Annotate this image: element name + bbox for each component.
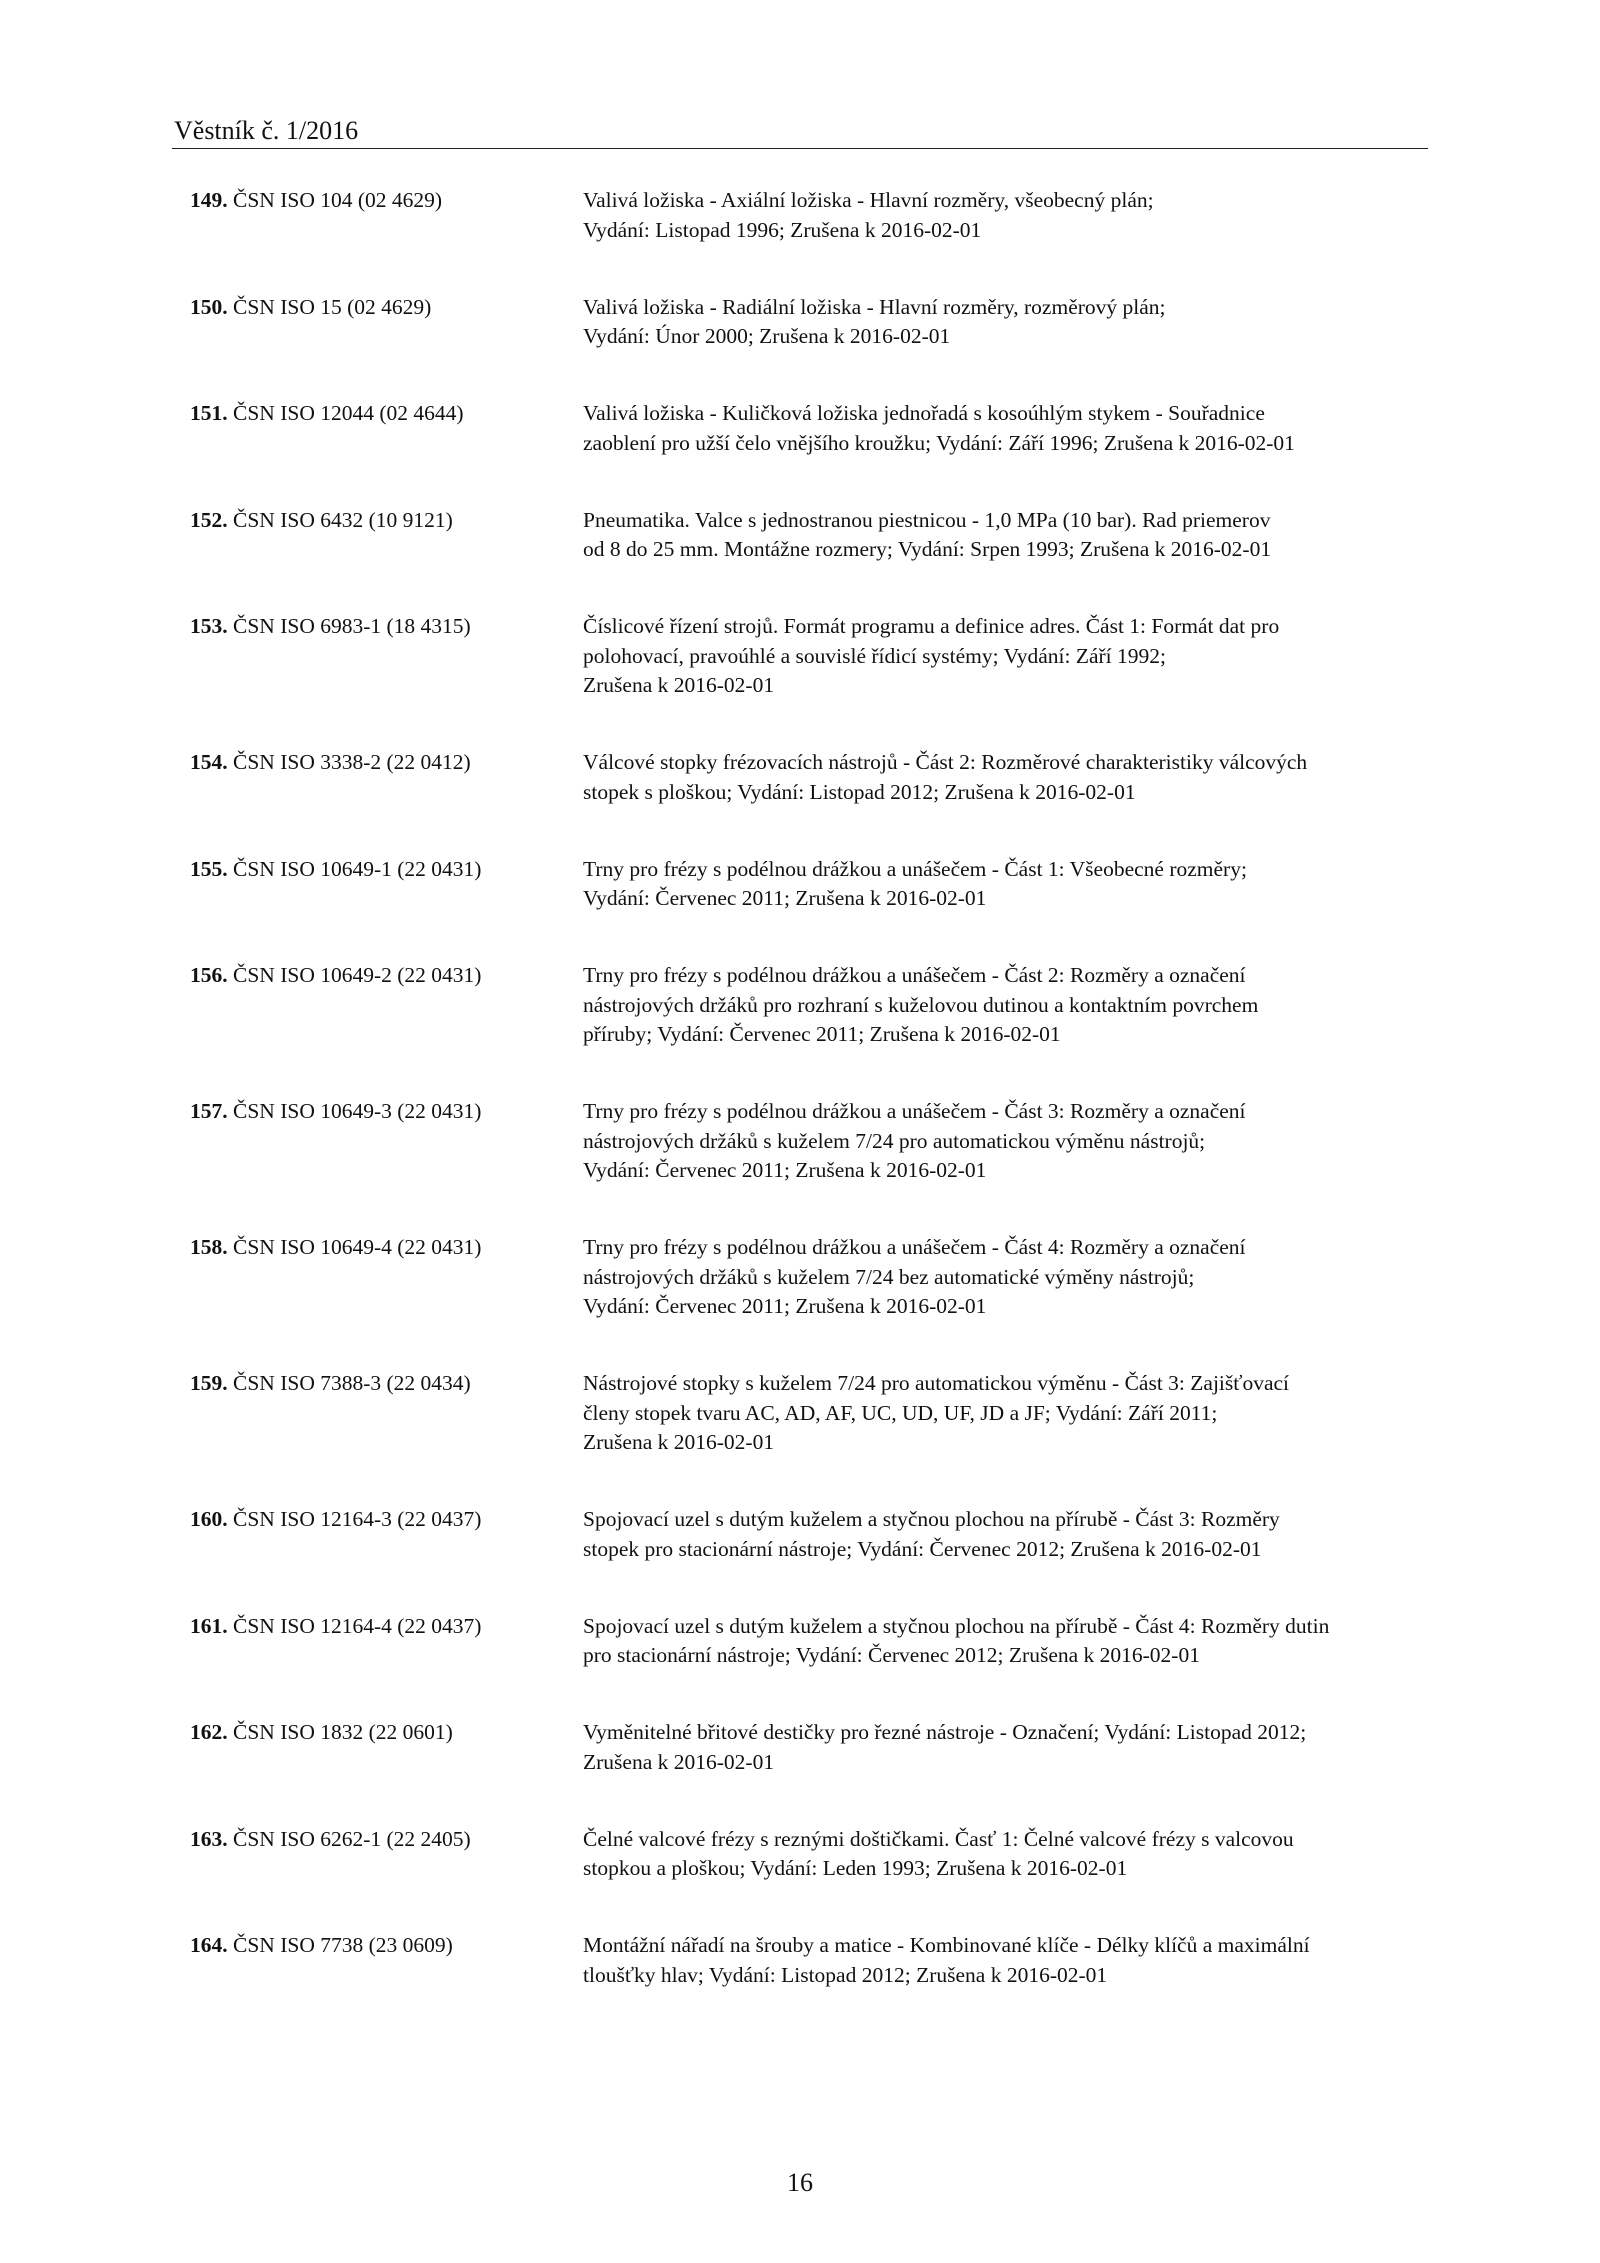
- entry-description-line: nástrojových držáků pro rozhraní s kuželovou dutinou a kontaktním povrchem: [583, 992, 1259, 1017]
- list-item: [190, 1233, 1430, 1322]
- entry-description-line: Trny pro frézy s podélnou drážkou a unášečem - Část 3: Rozměry a označení: [583, 1099, 1246, 1123]
- entry-identifier: [190, 1612, 481, 1642]
- entry-description: [583, 748, 1433, 807]
- entry-standard-code: ČSN ISO 1832 (22 0601): [233, 1720, 453, 1744]
- entry-number: 149.: [190, 188, 228, 212]
- entry-standard-code: ČSN ISO 10649-2 (22 0431): [233, 963, 482, 987]
- entry-description-line: pro stacionární nástroje; Vydání: Červenec 2012; Zrušena k 2016-02-01: [583, 1643, 1200, 1667]
- entry-description: [583, 1718, 1433, 1777]
- entry-standard-code: ČSN ISO 7388-3 (22 0434): [233, 1371, 471, 1395]
- entry-description: [583, 1097, 1433, 1186]
- entry-standard-code: ČSN ISO 104 (02 4629): [233, 188, 443, 212]
- entry-number: 163.: [190, 1826, 228, 1851]
- entry-description-line: Trny pro frézy s podélnou drážkou a unášečem - Část 1: Všeobecné rozměry;: [583, 856, 1247, 881]
- entry-number: 150.: [190, 294, 228, 319]
- entry-standard-code: ČSN ISO 6983-1 (18 4315): [233, 614, 471, 638]
- entry-description-line: stopek pro stacionární nástroje; Vydání: Červenec 2012; Zrušena k 2016-02-01: [583, 1536, 1262, 1561]
- entry-description-line: Valivá ložiska - Radiální ložiska - Hlavní rozměry, rozměrový plán;: [583, 294, 1166, 319]
- entry-description-line: polohovací, pravoúhlé a souvislé řídicí systémy; Vydání: Září 1992;: [583, 643, 1166, 668]
- list-item: [190, 293, 1430, 352]
- entry-description-line: Trny pro frézy s podélnou drážkou a unášečem - Část 4: Rozměry a označení: [583, 1235, 1246, 1259]
- entry-description-line: Zrušena k 2016-02-01: [583, 673, 775, 697]
- entry-number: 154.: [190, 750, 228, 774]
- entry-standard-code: ČSN ISO 15 (02 4629): [233, 294, 432, 319]
- entry-description: [583, 399, 1433, 458]
- entry-description-line: Vyměnitelné břitové destičky pro řezné nástroje - Označení; Vydání: Listopad 2012;: [583, 1720, 1307, 1744]
- entry-description-line: Montážní nářadí na šrouby a matice - Kombinované klíče - Délky klíčů a maximální: [583, 1933, 1310, 1957]
- entry-number: 160.: [190, 1507, 228, 1531]
- entry-description-line: Spojovací uzel s dutým kuželem a styčnou plochou na přírubě - Část 3: Rozměry: [583, 1507, 1280, 1531]
- entry-description: [583, 1612, 1433, 1671]
- entry-description-line: nástrojových držáků s kuželem 7/24 pro automatickou výměnu nástrojů;: [583, 1128, 1206, 1153]
- entry-identifier: [190, 748, 471, 778]
- list-item: [190, 506, 1430, 565]
- entry-standard-code: ČSN ISO 12044 (02 4644): [233, 401, 464, 425]
- entry-description-line: Vydání: Červenec 2011; Zrušena k 2016-02-01: [583, 1158, 987, 1182]
- entry-identifier: [190, 612, 471, 642]
- list-item: [190, 748, 1430, 807]
- entry-description-line: Vydání: Červenec 2011; Zrušena k 2016-02-01: [583, 1294, 987, 1318]
- entry-identifier: [190, 1505, 481, 1535]
- entry-description: [583, 1233, 1433, 1322]
- entry-identifier: [190, 1825, 471, 1855]
- entry-number: 156.: [190, 963, 228, 987]
- entry-number: 164.: [190, 1933, 228, 1957]
- entry-number: 155.: [190, 856, 228, 881]
- entry-description-line: Valivá ložiska - Kuličková ložiska jednořadá s kosoúhlým stykem - Souřadnice: [583, 401, 1265, 425]
- entry-identifier: [190, 1097, 481, 1127]
- entry-number: 161.: [190, 1613, 228, 1638]
- entry-identifier: [190, 293, 431, 323]
- list-item: [190, 1097, 1430, 1186]
- entry-identifier: [190, 1931, 453, 1961]
- entry-description-line: stopkou a ploškou; Vydání: Leden 1993; Zrušena k 2016-02-01: [583, 1856, 1128, 1880]
- entry-description-line: Zrušena k 2016-02-01: [583, 1749, 775, 1774]
- entry-description: [583, 612, 1433, 701]
- list-item: [190, 1825, 1430, 1884]
- entry-standard-code: ČSN ISO 10649-3 (22 0431): [233, 1099, 482, 1123]
- entry-identifier: [190, 399, 464, 429]
- entry-number: 157.: [190, 1099, 228, 1123]
- entry-identifier: [190, 186, 442, 216]
- entry-identifier: [190, 855, 481, 885]
- list-item: [190, 1369, 1430, 1458]
- entry-description-line: Číslicové řízení strojů. Formát programu a definice adres. Část 1: Formát dat pro: [583, 614, 1280, 638]
- list-item: [190, 612, 1430, 701]
- entry-standard-code: ČSN ISO 3338-2 (22 0412): [233, 750, 471, 774]
- list-item: [190, 961, 1430, 1050]
- entry-standard-code: ČSN ISO 12164-4 (22 0437): [233, 1613, 482, 1638]
- page-header: [172, 108, 1428, 149]
- entry-standard-code: ČSN ISO 12164-3 (22 0437): [233, 1507, 482, 1531]
- entry-standard-code: ČSN ISO 6262-1 (22 2405): [233, 1826, 471, 1851]
- list-item: [190, 1505, 1430, 1564]
- list-item: [190, 855, 1430, 914]
- entry-description: [583, 1505, 1433, 1564]
- entry-description-line: Čelné valcové frézy s reznými doštičkami. Časť 1: Čelné valcové frézy s valcovou: [583, 1826, 1294, 1851]
- entry-description-line: od 8 do 25 mm. Montážne rozmery; Vydání: Srpen 1993; Zrušena k 2016-02-01: [583, 537, 1272, 561]
- entry-identifier: [190, 961, 481, 991]
- entry-description: [583, 1825, 1433, 1884]
- entry-description-line: Valivá ložiska - Axiální ložiska - Hlavní rozměry, všeobecný plán;: [583, 188, 1154, 212]
- entry-identifier: [190, 1233, 481, 1263]
- entry-identifier: [190, 506, 453, 536]
- entry-description-line: příruby; Vydání: Červenec 2011; Zrušena k 2016-02-01: [583, 1022, 1061, 1046]
- entry-description-line: členy stopek tvaru AC, AD, AF, UC, UD, UF, JD a JF; Vydání: Září 2011;: [583, 1400, 1218, 1425]
- entry-description-line: Válcové stopky frézovacích nástrojů - Část 2: Rozměrové charakteristiky válcových: [583, 750, 1308, 774]
- entry-description-line: Zrušena k 2016-02-01: [583, 1430, 775, 1454]
- header-title: Věstník č. 1/2016: [174, 116, 359, 145]
- entry-number: 151.: [190, 401, 228, 425]
- entry-number: 158.: [190, 1235, 228, 1259]
- entry-description-line: tloušťky hlav; Vydání: Listopad 2012; Zrušena k 2016-02-01: [583, 1962, 1108, 1987]
- entry-description-line: stopek s ploškou; Vydání: Listopad 2012; Zrušena k 2016-02-01: [583, 779, 1136, 804]
- entry-identifier: [190, 1718, 453, 1748]
- entry-identifier: [190, 1369, 471, 1399]
- entry-description-line: Nástrojové stopky s kuželem 7/24 pro automatickou výměnu - Část 3: Zajišťovací: [583, 1371, 1290, 1395]
- entry-standard-code: ČSN ISO 10649-4 (22 0431): [233, 1235, 482, 1259]
- entry-description: [583, 1931, 1433, 1990]
- entry-description-line: Vydání: Červenec 2011; Zrušena k 2016-02-01: [583, 886, 987, 910]
- entry-description: [583, 293, 1433, 352]
- entry-description-line: zaoblení pro užší čelo vnějšího kroužku; Vydání: Září 1996; Zrušena k 2016-02-01: [583, 430, 1295, 455]
- entry-number: 159.: [190, 1371, 228, 1395]
- list-item: [190, 1718, 1430, 1777]
- page-number: 16: [787, 2168, 813, 2197]
- entry-description: [583, 506, 1433, 565]
- entry-description-line: Vydání: Únor 2000; Zrušena k 2016-02-01: [583, 324, 951, 348]
- list-item: [190, 1612, 1430, 1671]
- entry-description-line: Spojovací uzel s dutým kuželem a styčnou plochou na přírubě - Část 4: Rozměry dutin: [583, 1613, 1330, 1638]
- entry-description: [583, 1369, 1433, 1458]
- entry-description-line: Vydání: Listopad 1996; Zrušena k 2016-02-01: [583, 217, 982, 242]
- entry-number: 153.: [190, 614, 228, 638]
- entry-standard-code: ČSN ISO 7738 (23 0609): [233, 1933, 453, 1957]
- entry-description: [583, 961, 1433, 1050]
- entry-description: [583, 855, 1433, 914]
- list-item: [190, 1931, 1430, 1990]
- entry-number: 162.: [190, 1720, 228, 1744]
- list-item: [190, 186, 1430, 245]
- entry-description-line: Trny pro frézy s podélnou drážkou a unášečem - Část 2: Rozměry a označení: [583, 963, 1246, 987]
- list-item: [190, 399, 1430, 458]
- standards-list: [190, 186, 1430, 1990]
- entry-standard-code: ČSN ISO 6432 (10 9121): [233, 507, 453, 532]
- entry-standard-code: ČSN ISO 10649-1 (22 0431): [233, 856, 482, 881]
- entry-number: 152.: [190, 507, 228, 532]
- entry-description-line: Pneumatika. Valce s jednostranou piestnicou - 1,0 MPa (10 bar). Rad priemerov: [583, 507, 1271, 532]
- entry-description-line: nástrojových držáků s kuželem 7/24 bez automatické výměny nástrojů;: [583, 1264, 1195, 1289]
- entry-description: [583, 186, 1433, 245]
